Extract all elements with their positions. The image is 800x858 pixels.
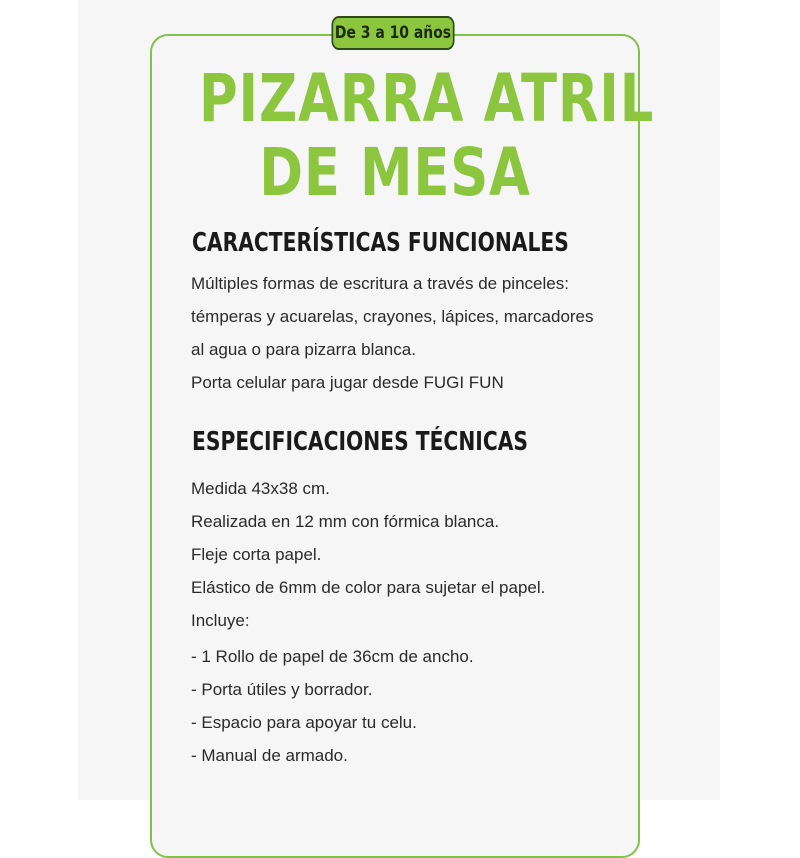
features-line: al agua o para pizarra blanca. (191, 340, 416, 359)
age-badge: De 3 a 10 años (332, 16, 455, 50)
specs-line: Realizada en 12 mm con fórmica blanca. (191, 512, 500, 531)
specs-line: - Porta útiles y borrador. (191, 680, 373, 699)
specs-line: - Espacio para apoyar tu celu. (191, 713, 417, 732)
features-line: Porta celular para jugar desde FUGI FUN (191, 373, 504, 392)
specs-heading: ESPECIFICACIONES TÉCNICAS (192, 427, 529, 457)
specs-line: Incluye: (191, 611, 250, 630)
product-title-line-1: PIZARRA ATRIL (199, 60, 655, 137)
features-line: Múltiples formas de escritura a través de pinceles: (191, 274, 569, 293)
specs-line: Medida 43x38 cm. (191, 479, 330, 498)
specs-line: - 1 Rollo de papel de 36cm de ancho. (191, 647, 474, 666)
specs-line: - Manual de armado. (191, 746, 348, 765)
features-line: témperas y acuarelas, crayones, lápices, marcadores (191, 307, 594, 326)
product-title-line-2: DE MESA (259, 134, 531, 211)
features-heading: CARACTERÍSTICAS FUNCIONALES (192, 228, 569, 258)
specs-line: Elástico de 6mm de color para sujetar el papel. (191, 578, 546, 597)
specs-line: Fleje corta papel. (191, 545, 322, 564)
